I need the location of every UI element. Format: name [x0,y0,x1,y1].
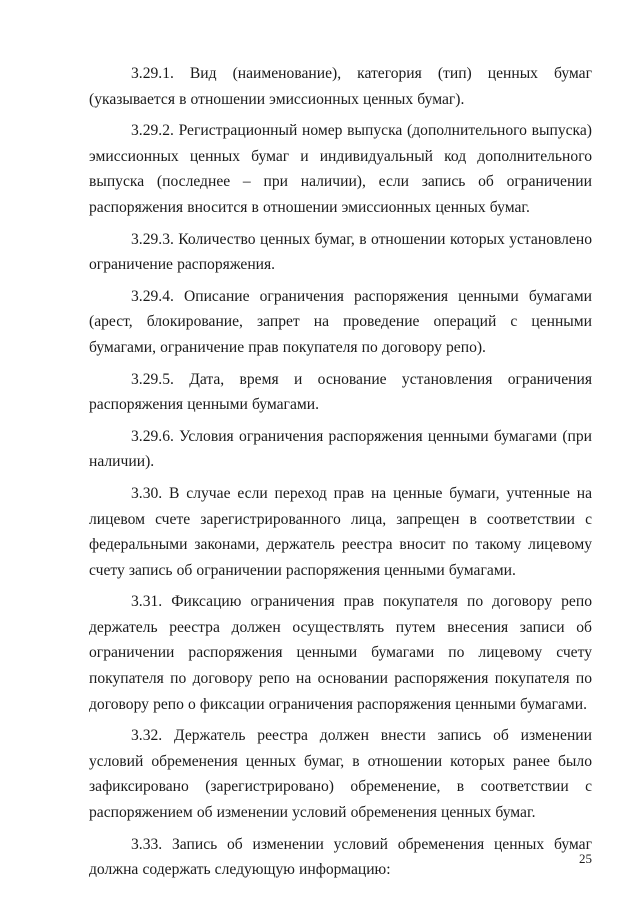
paragraph-3-29-4: 3.29.4. Описание ограничения распоряжения ценными бумагами (арест, блокирование, запрет на проведение операций с ценными бумагами, ограничение прав покупателя по договору репо). [89,287,592,356]
paragraph-3-31: 3.31. Фиксацию ограничения прав покупателя по договору репо держатель реестра должен осуществлять путем внесения записи об ограничении распоряжения ценными бумагами по лицевому счету покупателя по договору репо на основании распоряжения покупателя по договору репо о фиксации ограничения распоряжения ценными бумагами. [89,593,592,713]
document-body [89,61,592,889]
paragraph-3-29-2: 3.29.2. Регистрационный номер выпуска (дополнительного выпуска) эмиссионных ценных бумаг и индивидуальный код дополнительного выпуска (последнее – при наличии), если запись об ограничении распоряжения вносится в отношении эмиссионных ценных бумаг. [89,122,592,216]
paragraph-3-32: 3.32. Держатель реестра должен внести запись об изменении условий обременения ценных бумаг, в отношении которых ранее было зафиксировано (зарегистрировано) обременение, в соответствии с распоряжением об изменении условий обременения ценных бумаг. [89,727,592,822]
paragraph-3-29-1: 3.29.1. Вид (наименование), категория (тип) ценных бумаг (указывается в отношении эмиссионных ценных бумаг). [89,65,592,108]
page-number: 25 [579,851,592,866]
paragraph-3-33: 3.33. Запись об изменении условий обременения ценных бумаг должна содержать следующую информацию: [89,835,592,879]
paragraph-3-29-5: 3.29.5. Дата, время и основание установления ограничения распоряжения ценными бумагами. [89,370,592,414]
paragraph-3-30: 3.30. В случае если переход прав на ценные бумаги, учтенные на лицевом счете зарегистрированного лица, запрещен в соответствии с федеральными законами, держатель реестра вносит по такому лицевому счету запись об ограничении распоряжения ценными бумагами. [89,484,592,579]
paragraph-3-29-3: 3.29.3. Количество ценных бумаг, в отношении которых установлено ограничение распоряжения. [89,230,592,274]
paragraph-3-29-6: 3.29.6. Условия ограничения распоряжения ценными бумагами (при наличии). [89,427,592,471]
